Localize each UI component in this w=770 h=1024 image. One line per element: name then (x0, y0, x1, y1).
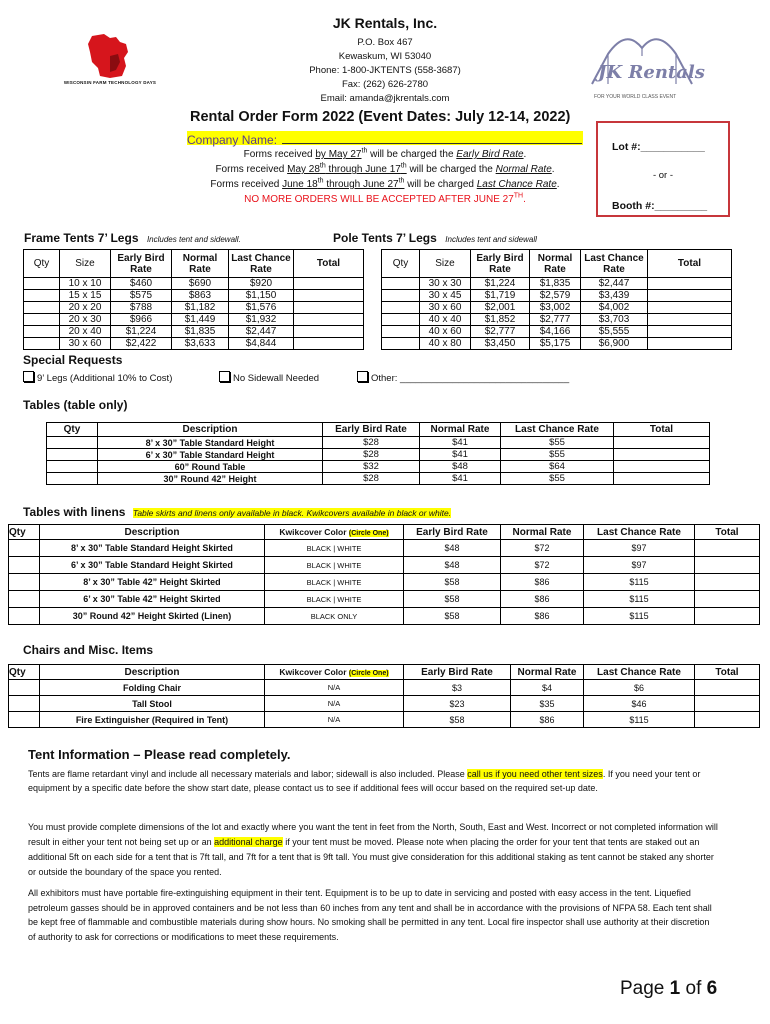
total-input[interactable] (614, 437, 710, 449)
last-chance-rate: $2,447 (229, 326, 294, 338)
total-input[interactable] (294, 278, 364, 290)
description-cell: Tall Stool (40, 696, 265, 712)
description-cell: Folding Chair (40, 680, 265, 696)
last-chance-rate: $97 (584, 540, 695, 557)
description-cell: 30” Round 42” Height Skirted (Linen) (40, 608, 265, 625)
early-bird-rate: $48 (404, 540, 501, 557)
total-input[interactable] (648, 290, 732, 302)
company-address-2: Kewaskum, WI 53040 (338, 51, 432, 62)
normal-rate: $4,166 (530, 326, 581, 338)
early-bird-rate: $28 (323, 473, 420, 485)
header-normal: Normal Rate (501, 525, 584, 540)
normal-rate: $1,835 (530, 278, 581, 290)
early-bird-rate: $28 (323, 449, 420, 461)
early-bird-rate: $23 (404, 696, 511, 712)
header-qty: Qty (24, 250, 60, 278)
normal-rate: $4 (511, 680, 584, 696)
table-row (47, 449, 710, 461)
chairs-table (8, 664, 760, 728)
table-row (382, 278, 732, 290)
table-row (47, 461, 710, 473)
normal-rate: $3,633 (172, 338, 229, 350)
company-name-label: Company Name: (187, 133, 278, 147)
last-chance-rate: $2,447 (581, 278, 648, 290)
last-chance-rate: $46 (584, 696, 695, 712)
qty-input[interactable] (24, 302, 60, 314)
last-chance-rate: $5,555 (581, 326, 648, 338)
header-kwikcover: Kwikcover Color (Circle One) (265, 665, 404, 680)
last-chance-rate: $920 (229, 278, 294, 290)
early-bird-rate: $58 (404, 574, 501, 591)
table-row (382, 290, 732, 302)
early-bird-rate: $58 (404, 591, 501, 608)
size-cell: 20 x 20 (60, 302, 111, 314)
header-early-bird: Early Bird Rate (471, 250, 530, 278)
kwikcover-color-choice[interactable]: BLACK | WHITE (265, 540, 404, 557)
table-row (9, 591, 760, 608)
early-bird-rate: $966 (111, 314, 172, 326)
last-chance-rate: $6,900 (581, 338, 648, 350)
description-cell: 8’ x 30” Table 42” Height Skirted (40, 574, 265, 591)
header-qty: Qty (9, 525, 40, 540)
header-size: Size (420, 250, 471, 278)
table-row (9, 540, 760, 557)
header-kwikcover: Kwikcover Color (Circle One) (265, 525, 404, 540)
qty-input[interactable] (9, 608, 40, 625)
header-qty: Qty (382, 250, 420, 278)
size-cell: 30 x 30 (420, 278, 471, 290)
chairs-heading: Chairs and Misc. Items (23, 643, 154, 657)
normal-rate: $48 (420, 461, 501, 473)
last-chance-rate: $115 (584, 574, 695, 591)
qty-input[interactable] (9, 712, 40, 728)
total-input[interactable] (614, 461, 710, 473)
size-cell: 40 x 60 (420, 326, 471, 338)
early-bird-rate: $3,450 (471, 338, 530, 350)
normal-rate: $2,579 (530, 290, 581, 302)
table-header-row (9, 665, 760, 680)
pole-tents-table (381, 249, 732, 350)
tent-info-paragraph-3: All exhibitors must have portable fire-extinguishing equipment in their tent. Equipment is to be up to date in servicing and posted with easy access in the tent. Liquefied petroleum gasses should be in approved containers and be not less than 60 inches from any tent and shall be in accordance with the provisions of NFPA 58. Each tent shall be kept free of flammable and combustible materials during show hours. No smoking shall be permitted in any tent. Local fire inspector shall use authority at their discretion of authority to ask for corrections or modifications to meet these requirements. (28, 888, 712, 942)
qty-input[interactable] (9, 540, 40, 557)
last-chance-rate: $97 (584, 557, 695, 574)
notice-line-4: NO MORE ORDERS WILL BE ACCEPTED AFTER JUNE 27TH. (244, 192, 526, 205)
table-row (9, 557, 760, 574)
kwikcover-color-choice[interactable]: N/A (265, 696, 404, 712)
qty-input[interactable] (24, 338, 60, 350)
tent-info-heading: Tent Information – Please read completely. (28, 747, 291, 762)
linens-table (8, 524, 760, 625)
description-cell: Fire Extinguisher (Required in Tent) (40, 712, 265, 728)
table-header-row (382, 250, 732, 278)
normal-rate: $2,777 (530, 314, 581, 326)
total-input[interactable] (294, 314, 364, 326)
table-row (9, 696, 760, 712)
qty-input[interactable] (24, 290, 60, 302)
table-row (47, 437, 710, 449)
early-bird-rate: $1,719 (471, 290, 530, 302)
early-bird-rate: $575 (111, 290, 172, 302)
early-bird-rate: $32 (323, 461, 420, 473)
normal-rate: $72 (501, 557, 584, 574)
table-row (24, 326, 364, 338)
qty-input[interactable] (47, 449, 98, 461)
special-option-other[interactable]: Other: ________________________________ (357, 371, 569, 384)
header-early-bird: Early Bird Rate (323, 423, 420, 437)
early-bird-rate: $788 (111, 302, 172, 314)
qty-input[interactable] (47, 437, 98, 449)
description-cell: 30” Round 42” Height (98, 473, 323, 485)
last-chance-rate: $3,703 (581, 314, 648, 326)
booth-field[interactable]: Booth #:_________ (612, 200, 708, 212)
early-bird-rate: $58 (404, 608, 501, 625)
frame-tents-heading: Frame Tents 7’ Legs Includes tent and sidewall. (24, 231, 241, 245)
last-chance-rate: $1,150 (229, 290, 294, 302)
qty-input[interactable] (24, 326, 60, 338)
total-input[interactable] (695, 540, 760, 557)
last-chance-rate: $115 (584, 591, 695, 608)
early-bird-rate: $1,224 (111, 326, 172, 338)
last-chance-rate: $64 (501, 461, 614, 473)
page-indicator: Page 1 of 6 (620, 978, 718, 999)
normal-rate: $86 (511, 712, 584, 728)
company-phone: Phone: 1-800-JKTENTS (558-3687) (309, 65, 461, 76)
early-bird-rate: $28 (323, 437, 420, 449)
normal-rate: $5,175 (530, 338, 581, 350)
table-row (382, 326, 732, 338)
header-normal: Normal Rate (530, 250, 581, 278)
notice-line-3: Forms received June 18th through June 27th will be charged Last Chance Rate. (210, 177, 560, 190)
table-row (382, 338, 732, 350)
total-input[interactable] (648, 314, 732, 326)
early-bird-rate: $2,001 (471, 302, 530, 314)
early-bird-rate: $2,777 (471, 326, 530, 338)
special-option-9ft-legs[interactable]: 9’ Legs (Additional 10% to Cost) (23, 371, 172, 384)
size-cell: 20 x 40 (60, 326, 111, 338)
size-cell: 40 x 80 (420, 338, 471, 350)
early-bird-rate: $58 (404, 712, 511, 728)
total-input[interactable] (294, 338, 364, 350)
table-row (47, 473, 710, 485)
right-logo-tagline: FOR YOUR WORLD CLASS EVENT (594, 94, 677, 100)
size-cell: 30 x 45 (420, 290, 471, 302)
left-logo-text: WISCONSIN FARM TECHNOLOGY DAYS (63, 80, 157, 85)
description-cell: 6’ x 30” Table 42” Height Skirted (40, 591, 265, 608)
last-chance-rate: $1,932 (229, 314, 294, 326)
lot-booth-box (596, 121, 730, 217)
notice-line-1: Forms received by May 27th will be charged the Early Bird Rate. (243, 147, 527, 160)
tables-heading: Tables (table only) (23, 398, 128, 412)
kwikcover-color-choice[interactable]: BLACK | WHITE (265, 574, 404, 591)
company-email: Email: amanda@jkrentals.com (320, 93, 450, 104)
header-description: Description (98, 423, 323, 437)
early-bird-rate: $460 (111, 278, 172, 290)
last-chance-rate: $55 (501, 449, 614, 461)
size-cell: 20 x 30 (60, 314, 111, 326)
table-row (24, 278, 364, 290)
company-fax: Fax: (262) 626-2780 (341, 79, 429, 90)
size-cell: 15 x 15 (60, 290, 111, 302)
header-last-chance: Last Chance Rate (581, 250, 648, 278)
last-chance-rate: $1,576 (229, 302, 294, 314)
total-input[interactable] (614, 473, 710, 485)
header-normal: Normal Rate (172, 250, 229, 278)
total-input[interactable] (695, 574, 760, 591)
normal-rate: $86 (501, 574, 584, 591)
last-chance-rate: $55 (501, 437, 614, 449)
form-title: Rental Order Form 2022 (Event Dates: July 12-14, 2022) (190, 109, 571, 125)
checkbox-icon[interactable] (357, 371, 368, 382)
table-row (24, 290, 364, 302)
early-bird-rate: $1,224 (471, 278, 530, 290)
header-early-bird: Early Bird Rate (111, 250, 172, 278)
lot-field[interactable]: Lot #:___________ (612, 141, 705, 153)
table-row (9, 680, 760, 696)
description-cell: 8’ x 30” Table Standard Height (98, 437, 323, 449)
total-input[interactable] (294, 290, 364, 302)
qty-input[interactable] (382, 290, 420, 302)
last-chance-rate: $4,002 (581, 302, 648, 314)
qty-input[interactable] (382, 314, 420, 326)
header-normal: Normal Rate (511, 665, 584, 680)
normal-rate: $1,182 (172, 302, 229, 314)
total-input[interactable] (695, 712, 760, 728)
checkbox-icon[interactable] (219, 371, 230, 382)
table-header-row (24, 250, 364, 278)
size-cell: 40 x 40 (420, 314, 471, 326)
normal-rate: $3,002 (530, 302, 581, 314)
last-chance-rate: $6 (584, 680, 695, 696)
qty-input[interactable] (382, 338, 420, 350)
total-input[interactable] (695, 680, 760, 696)
special-option-no-sidewall[interactable]: No Sidewall Needed (219, 371, 319, 384)
normal-rate: $41 (420, 449, 501, 461)
normal-rate: $41 (420, 473, 501, 485)
normal-rate: $86 (501, 591, 584, 608)
special-requests-heading: Special Requests (23, 353, 123, 367)
total-input[interactable] (695, 591, 760, 608)
header-description: Description (40, 525, 265, 540)
header-total: Total (614, 423, 710, 437)
header-early-bird: Early Bird Rate (404, 525, 501, 540)
qty-input[interactable] (382, 302, 420, 314)
header-last-chance: Last Chance Rate (584, 525, 695, 540)
total-input[interactable] (294, 326, 364, 338)
description-cell: 8’ x 30” Table Standard Height Skirted (40, 540, 265, 557)
description-cell: 6’ x 30” Table Standard Height (98, 449, 323, 461)
header-description: Description (40, 665, 265, 680)
last-chance-rate: $115 (584, 608, 695, 625)
qty-input[interactable] (24, 278, 60, 290)
company-name-field[interactable] (282, 131, 582, 144)
normal-rate: $41 (420, 437, 501, 449)
normal-rate: $1,835 (172, 326, 229, 338)
header-qty: Qty (47, 423, 98, 437)
table-header-row (9, 525, 760, 540)
qty-input[interactable] (9, 591, 40, 608)
size-cell: 30 x 60 (420, 302, 471, 314)
size-cell: 10 x 10 (60, 278, 111, 290)
qty-input[interactable] (9, 680, 40, 696)
table-row (9, 574, 760, 591)
early-bird-rate: $3 (404, 680, 511, 696)
pole-tents-heading: Pole Tents 7’ Legs Includes tent and sidewall (333, 231, 537, 245)
right-logo (586, 22, 705, 108)
tables-only-table (46, 422, 710, 485)
total-input[interactable] (648, 326, 732, 338)
table-row (24, 302, 364, 314)
header-last-chance: Last Chance Rate (584, 665, 695, 680)
last-chance-rate: $55 (501, 473, 614, 485)
qty-input[interactable] (382, 278, 420, 290)
tent-info-paragraph-2: You must provide complete dimensions of the lot and exactly where you want the tent in feet from the North, South, East and West. Incorrect or not completed information will result in either your tent not being set up or an additional charge if your tent must be moved. Please note when placing the order for your tent that tents are staked out an additional 5ft on each side for a tent that is 7ft tall, and 7ft for a tent that is 9ft tall. You must give consideration for this additional staking as tent cannot be staked any shorter or outside the boundary of the space you rented. (28, 822, 718, 877)
company-address-1: P.O. Box 467 (357, 37, 413, 48)
total-input[interactable] (648, 302, 732, 314)
qty-input[interactable] (9, 696, 40, 712)
kwikcover-color-choice[interactable]: BLACK | WHITE (265, 591, 404, 608)
right-logo-text: JK Rentals (598, 62, 705, 83)
normal-rate: $1,449 (172, 314, 229, 326)
last-chance-rate: $4,844 (229, 338, 294, 350)
early-bird-rate: $48 (404, 557, 501, 574)
total-input[interactable] (294, 302, 364, 314)
normal-rate: $86 (501, 608, 584, 625)
last-chance-rate: $115 (584, 712, 695, 728)
qty-input[interactable] (24, 314, 60, 326)
total-input[interactable] (648, 338, 732, 350)
last-chance-rate: $3,439 (581, 290, 648, 302)
kwikcover-color-choice[interactable]: BLACK ONLY (265, 608, 404, 625)
tent-info-paragraph-1: Tents are flame retardant vinyl and include all necessary materials and labor; sidewall is also included. Please call us if you need other tent sizes. If you need your tent or equipment by a specific date before the show start date, please contact us to see if additional fees will occur based on the required set-up date. (28, 769, 701, 793)
table-header-row (47, 423, 710, 437)
total-input[interactable] (695, 608, 760, 625)
size-cell: 30 x 60 (60, 338, 111, 350)
header-total: Total (695, 525, 760, 540)
normal-rate: $863 (172, 290, 229, 302)
total-input[interactable] (614, 449, 710, 461)
header-total: Total (294, 250, 364, 278)
header-total: Total (648, 250, 732, 278)
header-size: Size (60, 250, 111, 278)
description-cell: 6’ x 30” Table Standard Height Skirted (40, 557, 265, 574)
header-total: Total (695, 665, 760, 680)
qty-input[interactable] (9, 574, 40, 591)
notice-line-2: Forms received May 28th through June 17th will be charged the Normal Rate. (215, 162, 555, 175)
normal-rate: $72 (501, 540, 584, 557)
or-label: - or - (652, 170, 674, 181)
header-qty: Qty (9, 665, 40, 680)
total-input[interactable] (695, 696, 760, 712)
qty-input[interactable] (382, 326, 420, 338)
header-last-chance: Last Chance Rate (501, 423, 614, 437)
description-cell: 60” Round Table (98, 461, 323, 473)
normal-rate: $35 (511, 696, 584, 712)
qty-input[interactable] (47, 461, 98, 473)
early-bird-rate: $2,422 (111, 338, 172, 350)
total-input[interactable] (695, 557, 760, 574)
linens-heading: Tables with linens Table skirts and linens only available in black. Kwikcovers available in black or white. (23, 505, 452, 519)
checkbox-icon[interactable] (23, 371, 34, 382)
qty-input[interactable] (9, 557, 40, 574)
company-name: JK Rentals, Inc. (332, 15, 438, 31)
qty-input[interactable] (47, 473, 98, 485)
kwikcover-color-choice[interactable]: N/A (265, 712, 404, 728)
table-row (24, 314, 364, 326)
header-early-bird: Early Bird Rate (404, 665, 511, 680)
company-name-row (187, 131, 583, 145)
table-row (9, 608, 760, 625)
kwikcover-color-choice[interactable]: BLACK | WHITE (265, 557, 404, 574)
header-last-chance: Last Chance Rate (229, 250, 294, 278)
early-bird-rate: $1,852 (471, 314, 530, 326)
table-row (382, 302, 732, 314)
header-normal: Normal Rate (420, 423, 501, 437)
table-row (9, 712, 760, 728)
kwikcover-color-choice[interactable]: N/A (265, 680, 404, 696)
table-row (382, 314, 732, 326)
frame-tents-table (23, 249, 364, 350)
normal-rate: $690 (172, 278, 229, 290)
total-input[interactable] (648, 278, 732, 290)
table-row (24, 338, 364, 350)
